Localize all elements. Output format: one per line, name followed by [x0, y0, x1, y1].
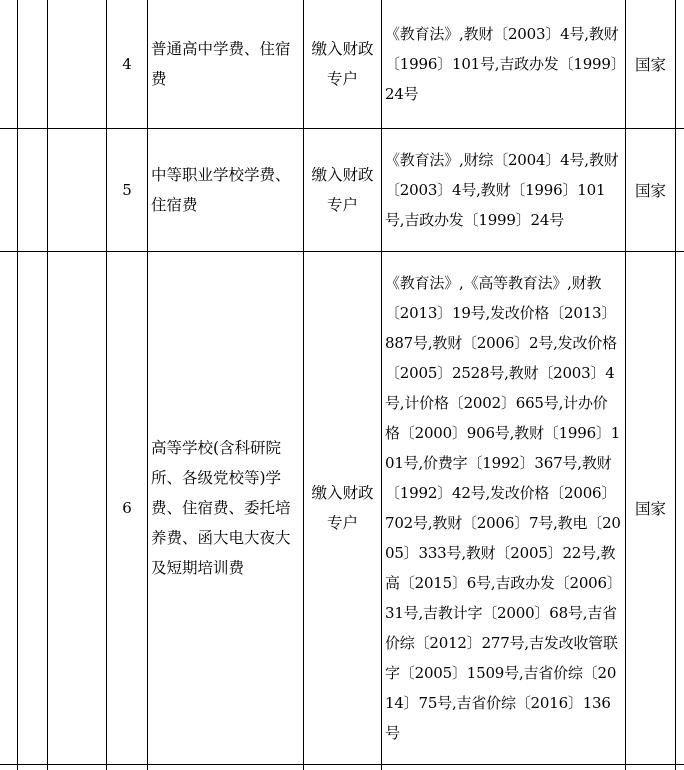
- fee-name-cell: [148, 252, 303, 764]
- approval-scope-cell: [626, 252, 675, 764]
- approval-scope: 国家: [634, 500, 666, 518]
- fee-name: 中等职业学校学费、住宿费: [151, 166, 291, 214]
- fee-name-cell: [148, 0, 303, 128]
- row-number: 6: [122, 499, 132, 517]
- row-number: 4: [122, 55, 132, 73]
- policy-basis: 《教育法》,《高等教育法》,财教〔2013〕19号,发改价格〔2013〕887号,教财〔2006〕2号,发改价格〔2005〕2528号,教财〔2003〕4号,计价格〔2002〕665号,计办价格〔2000〕906号,教财〔1996〕101号,价费字〔1992〕367号,教财〔1992〕42号,发改价格〔2006〕702号,教财〔2006〕7号,教电〔2005〕333号,教财〔2005〕22号,教高〔2015〕6号,吉政办发〔2006〕31号,吉教计字〔2000〕68号,吉省价综〔2012〕277号,吉发改收管联字〔2005〕1509号,吉省价综〔2014〕75号,吉省价综〔2016〕136号: [385, 274, 622, 742]
- policy-basis-cell: [382, 252, 625, 764]
- column-divider: [17, 0, 18, 770]
- row-divider: [0, 764, 684, 765]
- row-number-cell: [107, 0, 147, 128]
- handling-cell: [304, 129, 381, 251]
- policy-basis-cell: [382, 129, 625, 251]
- fee-name-cell: [148, 129, 303, 251]
- handling-cell: [304, 0, 381, 128]
- handling-cell: [304, 252, 381, 764]
- approval-scope-cell: [626, 129, 675, 251]
- approval-scope-cell: [626, 0, 675, 128]
- column-divider: [47, 0, 48, 770]
- row-number-cell: [107, 252, 147, 764]
- fee-name: 高等学校(含科研院所、各级党校等)学费、住宿费、委托培养费、函大电大夜大及短期培训费: [151, 439, 291, 577]
- policy-basis: 《教育法》,教财〔2003〕4号,教财〔1996〕101号,吉政办发〔1999〕24号: [385, 25, 619, 103]
- policy-basis-cell: [382, 0, 625, 128]
- row-number-cell: [107, 129, 147, 251]
- column-divider: [675, 0, 676, 770]
- approval-scope: 国家: [634, 182, 666, 200]
- handling-method: 缴入财政专户: [311, 40, 374, 88]
- fee-name: 普通高中学费、住宿费: [151, 40, 291, 88]
- handling-method: 缴入财政专户: [311, 166, 374, 214]
- approval-scope: 国家: [634, 56, 666, 74]
- row-number: 5: [122, 181, 132, 199]
- handling-method: 缴入财政专户: [311, 484, 374, 532]
- policy-basis: 《教育法》,财综〔2004〕4号,教财〔2003〕4号,教财〔1996〕101号,吉政办发〔1999〕24号: [385, 151, 619, 229]
